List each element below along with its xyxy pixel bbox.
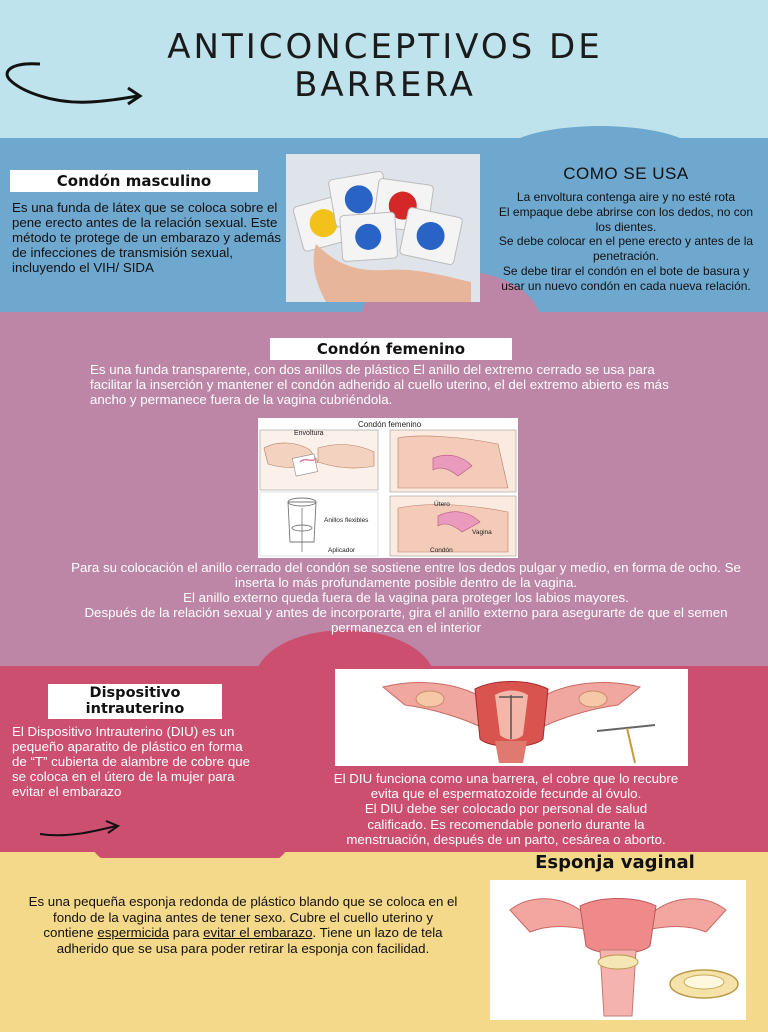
iud-description: El Dispositivo Intrauterino (DIU) es un pequeño aparatito de plástico en forma de “T” cubierta de alambre de cobre que se coloca en el útero de la mujer para evitar el embarazo: [12, 724, 251, 799]
diagram-label: Anillos flexibles: [324, 517, 369, 524]
how-to-item: Se debe colocar en el pene erecto y antes de la penetración.: [498, 234, 754, 264]
sponge-text: Es una pequeña esponja redonda de plástico blando que se coloca en el fondo de la vagina antes de tener sexo. Cubre el cuello uterino y contiene: [28, 894, 458, 940]
how-to-list: [492, 190, 760, 294]
instruction-paragraph: Después de la relación sexual y antes de incorporarte, gira el anillo externo para asegurarte de que el semen permanezca en el interior: [84, 605, 728, 635]
diagram-label: Vagina: [472, 529, 492, 536]
male-condom-description: Es una funda de látex que se coloca sobre el pene erecto antes de la relación sexual. Este método te protege de un embarazo y además de infecciones de transmisión sexual, incluyendo el VIH/ SIDA: [12, 200, 282, 275]
male-condom-photo: [286, 154, 480, 302]
title-line-1: ANTICONCEPTIVOS DE: [167, 27, 603, 67]
page-title: [60, 28, 710, 104]
iud-label: [48, 684, 222, 719]
instruction-paragraph: El anillo externo queda fuera de la vagina para proteger los labios mayores.: [183, 590, 629, 605]
sponge-text: para: [169, 925, 204, 940]
title-line-2: BARRERA: [294, 65, 476, 105]
male-condom-label: Condón masculino: [10, 170, 258, 192]
how-to-item: La envoltura contenga aire y no esté rota: [516, 190, 736, 204]
diagram-label: Útero: [434, 501, 450, 508]
diagram-label: Envoltura: [294, 430, 324, 437]
how-to-item: El empaque debe abrirse con los dedos, no con los dientes.: [498, 204, 754, 234]
how-to-title: COMO SE USA: [563, 164, 689, 183]
iud-function-line: El DIU funciona como una barrera, el cobre que lo recubre: [333, 771, 679, 786]
iud-function-line: El DIU debe ser colocado por personal de salud: [364, 801, 648, 817]
iud-function-line: calificado. Es recomendable ponerlo durante la: [367, 816, 645, 832]
diagram-label: Condón: [430, 547, 453, 554]
espermicida-link[interactable]: espermicida: [97, 925, 170, 940]
evitar-embarazo-link[interactable]: evitar el embarazo: [203, 925, 313, 940]
iud-illustration: [335, 669, 688, 766]
diagram-label: Aplicador: [328, 547, 356, 554]
iud-label-line: intrauterino: [85, 701, 185, 717]
curly-arrow-icon: [0, 58, 150, 118]
female-condom-description: Es una funda transparente, con dos anillos de plástico El anillo del extremo cerrado se usa para facilitar la inserción y mantener el condón adherido al cuello uterino, el del extremo abierto es más ancho y permanece fuera de la vagina cubriéndola.: [90, 362, 669, 407]
sponge-label: Esponja vaginal: [535, 852, 695, 873]
sponge-illustration: [490, 880, 746, 1020]
iud-function: [244, 771, 768, 847]
sponge-description: [28, 894, 458, 956]
diagram-title: Condón femenino: [358, 420, 422, 429]
female-condom-instructions: [56, 560, 756, 635]
sponge-text: . Tiene un lazo de tela adherido que se usa para poder retirar la esponja con facilidad.: [56, 925, 443, 956]
arrow-icon: [36, 818, 126, 842]
iud-function-line: menstruación, después de un parto, cesárea o aborto.: [346, 831, 666, 847]
female-condom-diagram: [258, 418, 518, 558]
how-to-item: Se debe tirar el condón en el bote de basura y usar un nuevo condón en cada nueva relación.: [501, 263, 751, 293]
iud-function-line: evita que el espermatozoide fecunde al óvulo.: [370, 786, 642, 802]
female-condom-label: Condón femenino: [270, 338, 512, 360]
iud-label-line: Dispositivo: [89, 685, 181, 701]
instruction-paragraph: Para su colocación el anillo cerrado del condón se sostiene entre los dedos pulgar y medio, en forma de ocho. Se inserta lo más profundamente posible dentro de la vagina.: [71, 560, 741, 590]
